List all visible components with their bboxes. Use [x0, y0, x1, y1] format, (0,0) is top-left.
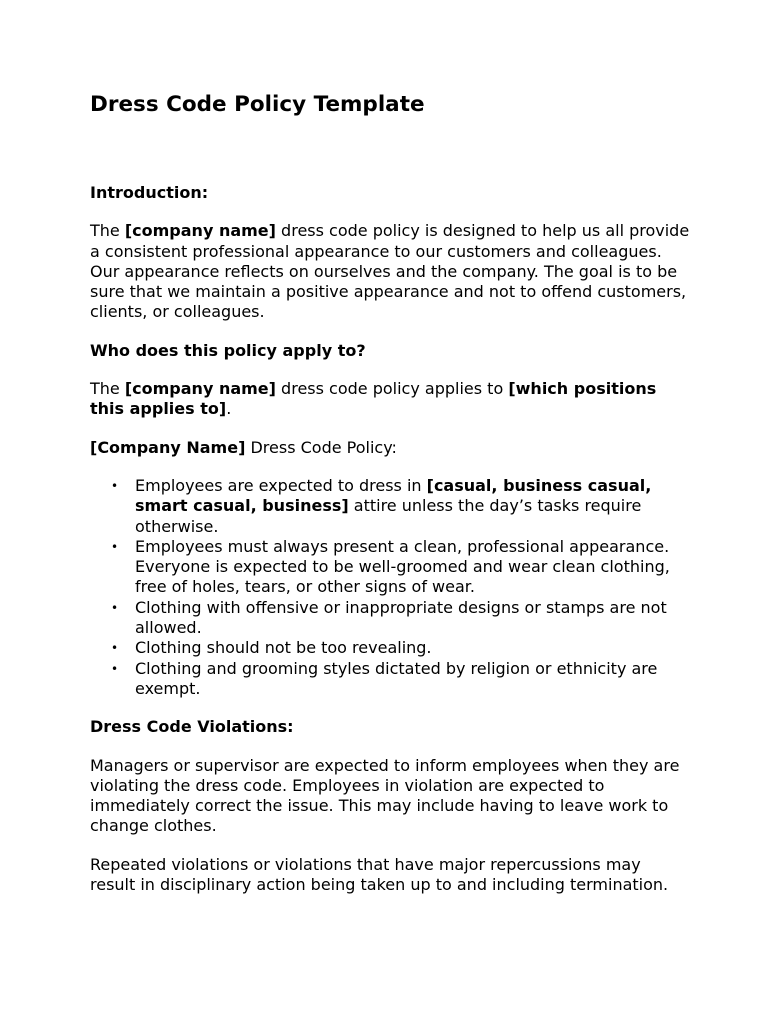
bullet-icon: • — [111, 641, 119, 656]
applies-text-end: . — [226, 399, 232, 419]
list-item-text: Clothing with offensive or inappropriate designs or stamps are not allowed. — [135, 597, 667, 638]
list-item-text: Clothing should not be too revealing. — [135, 638, 432, 658]
introduction-text-start: The — [90, 221, 125, 241]
violations-paragraph-2: Repeated violations or violations that have major repercussions may result in disciplinary action being taken up to and including termination. — [90, 854, 669, 895]
bullet-icon: • — [111, 539, 119, 554]
violations-heading: Dress Code Violations: — [90, 717, 294, 737]
introduction-paragraph — [90, 221, 690, 322]
policy-label — [90, 438, 690, 458]
bullet-icon: • — [111, 661, 119, 676]
bullet-icon: • — [111, 600, 119, 615]
attire-placeholder: [casual, business casual, smart casual, business] — [135, 475, 652, 516]
company-name-placeholder: [company name] — [124, 221, 276, 241]
list-item-text-start: Employees are expected to dress in — [135, 475, 427, 495]
list-item — [111, 536, 680, 598]
list-item — [111, 475, 680, 537]
list-item-text: Clothing and grooming styles dictated by religion or ethnicity are exempt. — [135, 658, 658, 698]
document-page — [90, 90, 690, 895]
policy-label-rest: Dress Code Policy: — [245, 437, 397, 457]
document-title: Dress Code Policy Template — [90, 92, 425, 117]
company-name-placeholder: [company name] — [124, 379, 276, 399]
list-item — [111, 638, 680, 658]
violations-paragraph-1: Managers or supervisor are expected to inform employees when they are violating the dress code. Employees in violation are expected to immediately correct the issue. This may include having to leave work to change clothes. — [90, 755, 680, 836]
bullet-icon: • — [111, 478, 119, 493]
introduction-heading: Introduction: — [90, 183, 209, 202]
policy-list — [90, 476, 690, 699]
introduction-text-rest: dress code policy is designed to help us all provide a consistent professional appearance to our customers and colleagues. Our appearance reflects on ourselves and the company. The goal is to be sure that we maintain a positive appearance and not to offend customers, clients, or colleagues. — [90, 221, 690, 322]
list-item-text-end: attire unless the day’s tasks require otherwise. — [135, 496, 642, 536]
applies-paragraph — [90, 379, 690, 420]
positions-placeholder: [which positions this applies to] — [90, 379, 657, 419]
applies-text-middle: dress code policy applies to — [275, 379, 509, 399]
company-name-placeholder: [Company Name] — [90, 437, 246, 457]
applies-heading: Who does this policy apply to? — [90, 340, 366, 360]
applies-text-start: The — [90, 379, 125, 399]
list-item — [111, 597, 680, 639]
list-item-text: Employees must always present a clean, professional appearance. Everyone is expected to be well-groomed and wear clean clothing, free of holes, tears, or other signs of wear. — [135, 536, 670, 597]
list-item — [111, 658, 680, 700]
